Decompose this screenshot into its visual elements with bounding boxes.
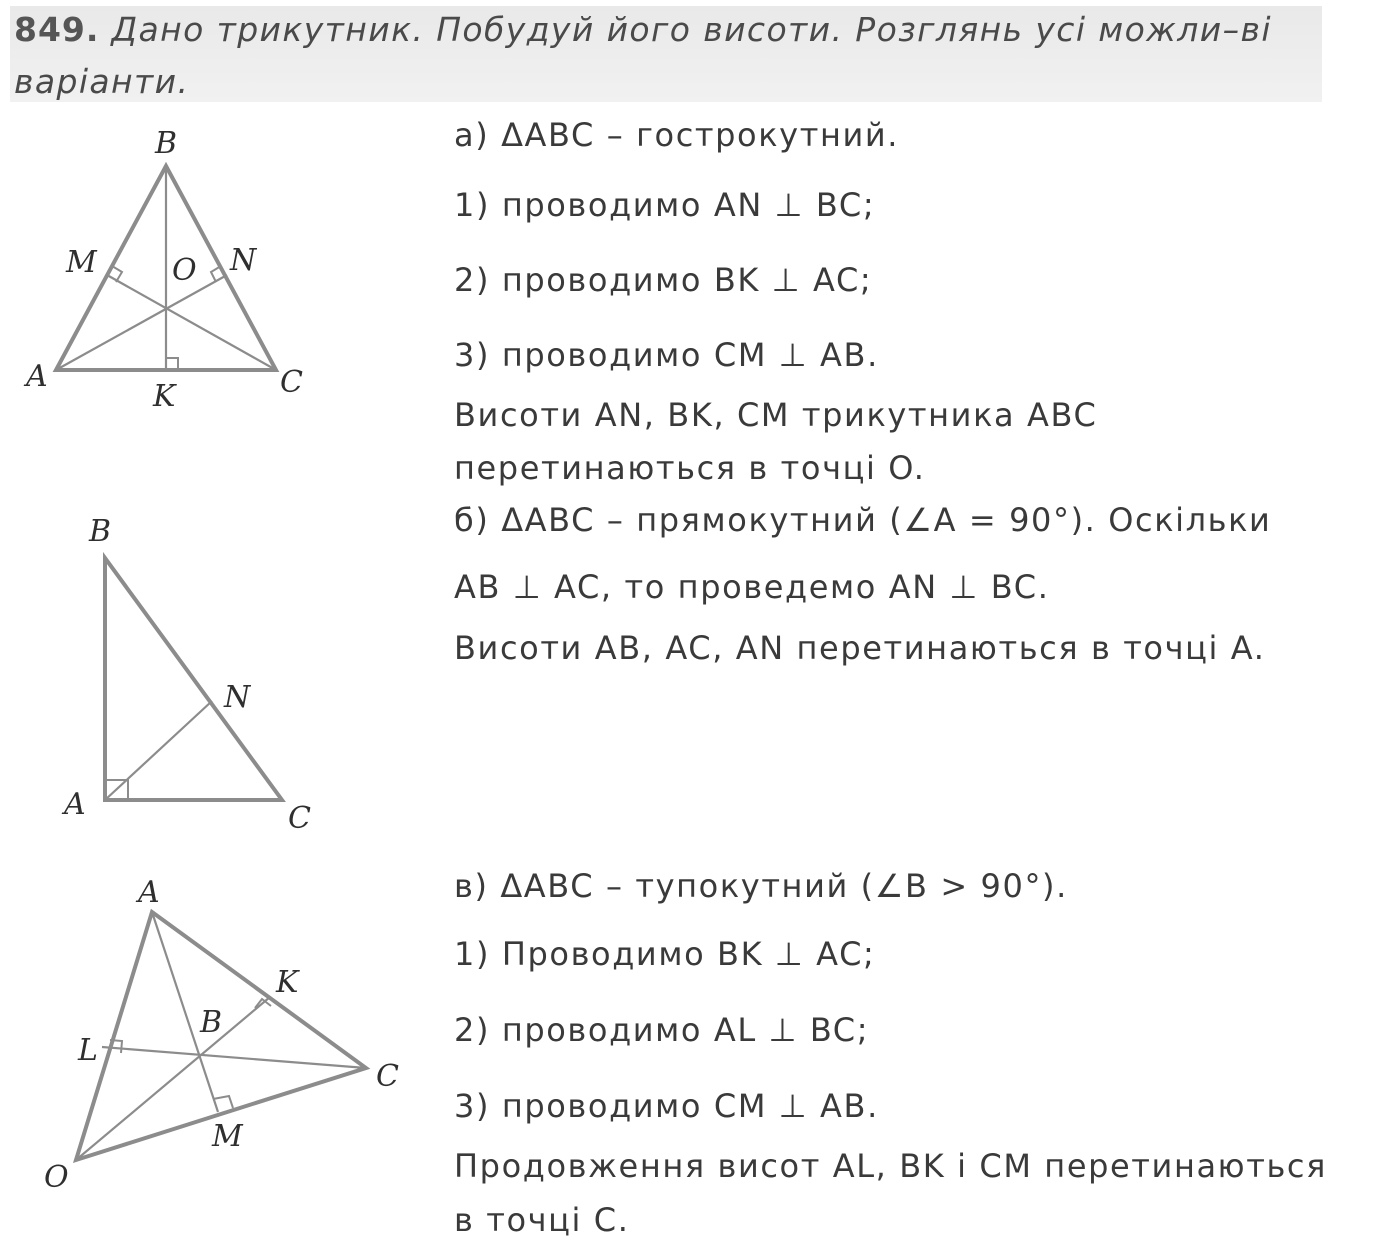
- label-b: B: [200, 1005, 223, 1040]
- part-c-line-1: в) ΔABC – тупокутний (∠B > 90°).: [454, 867, 1068, 905]
- label-b: B: [155, 126, 178, 161]
- label-l: L: [78, 1033, 98, 1068]
- exercise-title-text: Дано трикутник. Побудуй його висоти. Розглянь усі можли–ві: [111, 10, 1272, 49]
- part-b-line-2: AB ⊥ AC, то проведемо AN ⊥ BC.: [454, 568, 1050, 606]
- part-c-line-5: Продовження висот AL, BK і CM перетинаються: [454, 1147, 1327, 1185]
- label-m: M: [66, 245, 97, 280]
- part-a-line-4: 3) проводимо CM ⊥ AB.: [454, 336, 879, 374]
- label-o: O: [44, 1160, 69, 1195]
- part-c-line-3: 2) проводимо AL ⊥ BC;: [454, 1011, 870, 1049]
- part-a-line-6: перетинаються в точці O.: [454, 449, 926, 487]
- part-a-line-5: Висоти AN, BK, CM трикутника ABC: [454, 396, 1098, 434]
- part-a-line-2: 1) проводимо AN ⊥ BC;: [454, 186, 876, 224]
- part-b-line-1: б) ΔABC – прямокутний (∠A = 90°). Оскільки: [454, 501, 1272, 539]
- label-a: A: [138, 875, 160, 910]
- label-o: O: [172, 253, 197, 288]
- label-c: C: [288, 801, 311, 836]
- label-n: N: [230, 243, 257, 278]
- label-a: A: [64, 787, 86, 822]
- exercise-number: 849.: [14, 10, 100, 49]
- part-a-line-3: 2) проводимо BK ⊥ AC;: [454, 261, 873, 299]
- altitude-line-lc: [102, 1047, 366, 1068]
- exercise-title-line-2: варіанти.: [14, 62, 190, 101]
- label-a: A: [26, 359, 48, 394]
- label-m: M: [212, 1119, 243, 1154]
- label-k: K: [276, 965, 299, 1000]
- label-k: K: [153, 379, 176, 414]
- label-b: B: [89, 514, 112, 549]
- part-c-line-4: 3) проводимо CM ⊥ AB.: [454, 1087, 879, 1125]
- part-c-line-6: в точці C.: [454, 1201, 630, 1239]
- label-c: C: [376, 1059, 399, 1094]
- part-c-line-2: 1) Проводимо BK ⊥ AC;: [454, 935, 876, 973]
- label-n: N: [224, 680, 251, 715]
- label-c: C: [280, 365, 303, 400]
- part-a-line-1: а) ΔABC – гострокутний.: [454, 116, 900, 154]
- part-b-line-3: Висоти AB, AC, AN перетинаються в точці A.: [454, 629, 1266, 667]
